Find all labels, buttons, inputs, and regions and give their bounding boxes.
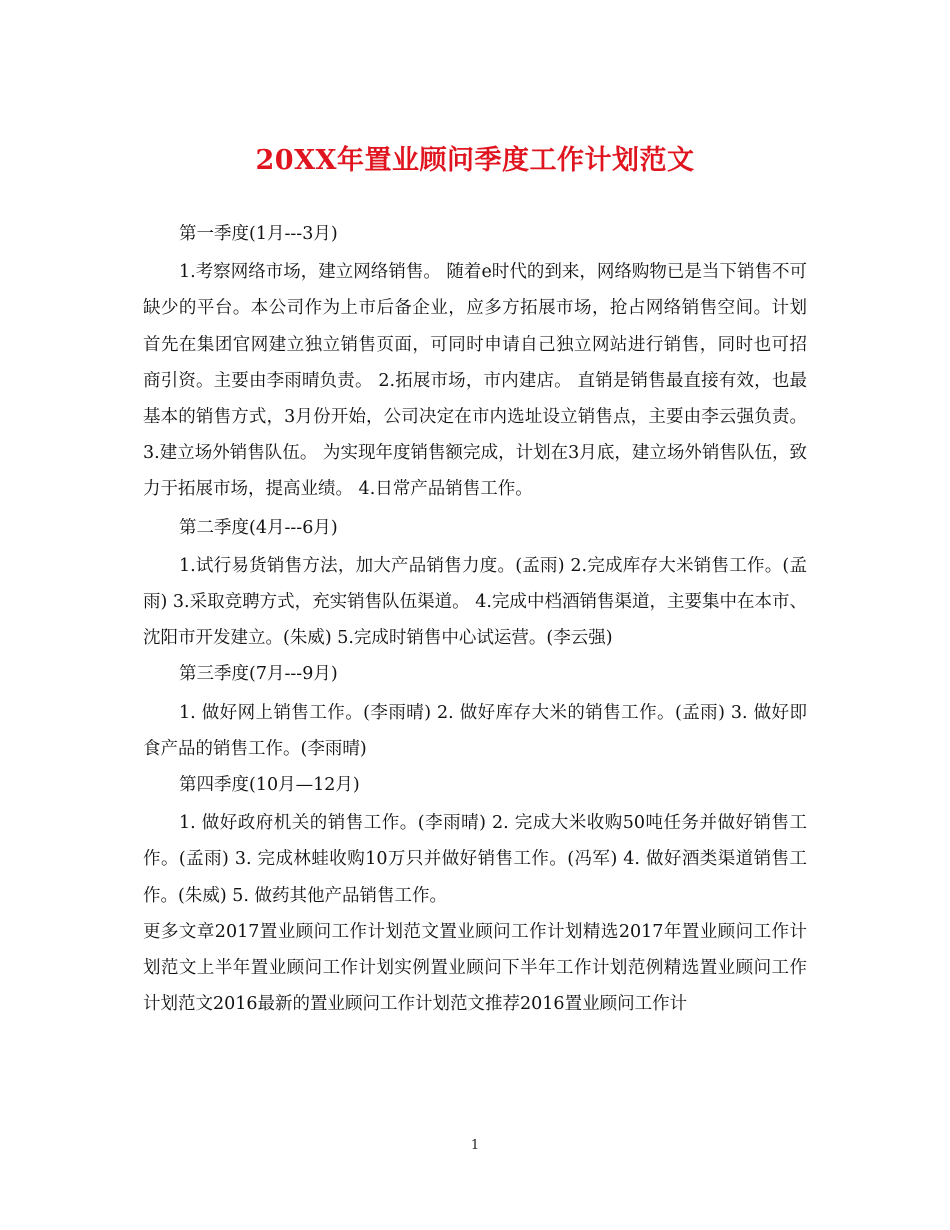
page-number: 1 (470, 1138, 480, 1153)
paragraph-q2-plan: 1.试行易货销售方法，加大产品销售力度。(孟雨) 2.完成库存大米销售工作。(孟雨) 3.采取竞聘方式，充实销售队伍渠道。 4.完成中档酒销售渠道，主要集中在本市、沈阳市开发建立。(朱威) 5.完成时销售中心试运营。(李云强) (143, 555, 807, 649)
section-heading-q4: 第四季度(10月—12月) (179, 775, 360, 796)
section-heading-q3: 第三季度(7月---9月) (179, 664, 338, 685)
paragraph-q4-plan: 1. 做好政府机关的销售工作。(李雨晴) 2. 完成大米收购50吨任务并做好销售工作。(孟雨) 3. 完成林蛙收购10万只并做好销售工作。(冯军) 4. 做好酒类渠道销售工作。(朱威) 5. 做药其他产品销售工作。 (143, 813, 807, 906)
section-heading-q2: 第二季度(4月---6月) (179, 517, 338, 538)
more-articles-paragraph: 更多文章2017置业顾问工作计划范文置业顾问工作计划精选2017年置业顾问工作计划范文上半年置业顾问工作计划实例置业顾问下半年工作计划范例精选置业顾问工作计划范文2016最新的置业顾问工作计划范文推荐2016置业顾问工作计 (143, 921, 807, 1015)
section-heading-q1: 第一季度(1月---3月) (179, 224, 338, 244)
paragraph-q1-plan: 1.考察网络市场，建立网络销售。 随着e时代的到来，网络购物已是当下销售不可缺少的平台。本公司作为上市后备企业，应多方拓展市场，抢占网络销售空间。计划首先在集团官网建立独立销售页面，可同时申请自己独立网站进行销售，同时也可招商引资。主要由李雨晴负责。 2.拓展市场，市内建店。 直销是销售最直接有效，也最基本的销售方式，3月份开始，公司决定在市内选址设立销售点，主要由李云强负责。 3.建立场外销售队伍。 为实现年度销售额完成，计划在3月底，建立场外销售队伍，致力于拓展市场，提高业绩。 4.日常产品销售工作。 (143, 262, 807, 500)
document-body (143, 216, 807, 1022)
document-title: 20XX年置业顾问季度工作计划范文 (255, 145, 695, 176)
paragraph-q3-plan: 1. 做好网上销售工作。(李雨晴) 2. 做好库存大米的销售工作。(孟雨) 3. 做好即食产品的销售工作。(李雨晴) (143, 702, 807, 759)
